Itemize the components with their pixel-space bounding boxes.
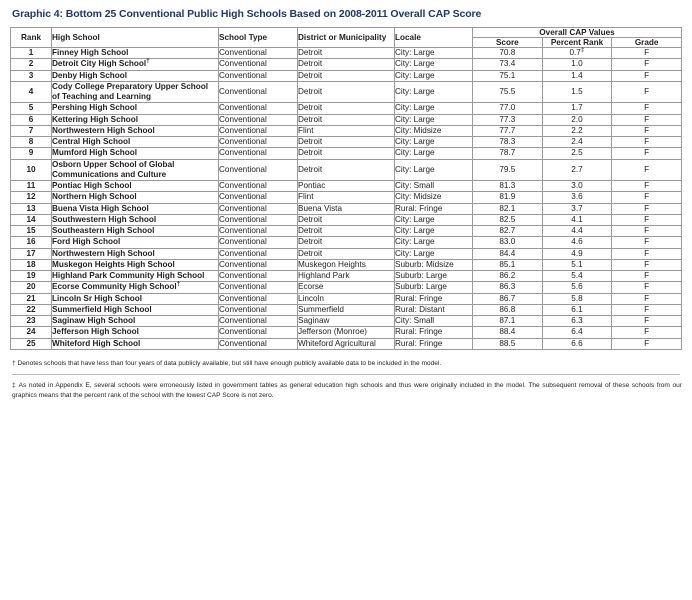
- cell-district: Detroit: [298, 81, 395, 103]
- table-header: [11, 28, 682, 48]
- table-row: [11, 81, 682, 103]
- table-row: [11, 59, 682, 70]
- table-row: [11, 137, 682, 148]
- cell-locale: City: Midsize: [395, 125, 473, 136]
- cell-percent-rank: 2.2: [542, 125, 612, 136]
- cell-percent-rank: 4.4: [542, 226, 612, 237]
- cell-locale: City: Large: [395, 114, 473, 125]
- cell-district: Detroit: [298, 114, 395, 125]
- cell-percent-rank: 5.6: [542, 282, 612, 293]
- cell-high-school: Kettering High School: [52, 114, 219, 125]
- cell-grade: F: [612, 304, 682, 315]
- cell-district: Detroit: [298, 148, 395, 159]
- cell-high-school: Highland Park Community High School: [52, 271, 219, 282]
- cell-rank: 16: [11, 237, 52, 248]
- cell-district: Detroit: [298, 103, 395, 114]
- cell-district: Detroit: [298, 214, 395, 225]
- cell-rank: 11: [11, 181, 52, 192]
- cell-score: 81.9: [473, 192, 543, 203]
- table-row: [11, 248, 682, 259]
- cell-score: 85.1: [473, 259, 543, 270]
- cell-district: Whiteford Agricultural: [298, 338, 395, 349]
- cell-school-type: Conventional: [219, 103, 298, 114]
- cell-high-school: Summerfield High School: [52, 304, 219, 315]
- cell-grade: F: [612, 226, 682, 237]
- cell-percent-rank: 0.7‡: [542, 48, 612, 59]
- cell-score: 70.8: [473, 48, 543, 59]
- cell-percent-rank: 3.7: [542, 203, 612, 214]
- cell-percent-rank: 2.0: [542, 114, 612, 125]
- cell-score: 78.3: [473, 137, 543, 148]
- cell-grade: F: [612, 338, 682, 349]
- table-header-row-group: [11, 28, 682, 38]
- cell-rank: 5: [11, 103, 52, 114]
- cell-high-school: Cody College Preparatory Upper School of Teaching and Learning: [52, 81, 219, 103]
- cell-high-school: Muskegon Heights High School: [52, 259, 219, 270]
- cell-school-type: Conventional: [219, 59, 298, 70]
- cell-locale: City: Large: [395, 214, 473, 225]
- cell-rank: 22: [11, 304, 52, 315]
- table-row: [11, 70, 682, 81]
- cell-district: Pontiac: [298, 181, 395, 192]
- cell-percent-rank: 5.1: [542, 259, 612, 270]
- table-row: [11, 338, 682, 349]
- cell-locale: Rural: Fringe: [395, 327, 473, 338]
- cell-percent-rank: 3.6: [542, 192, 612, 203]
- cell-school-type: Conventional: [219, 70, 298, 81]
- cell-school-type: Conventional: [219, 181, 298, 192]
- cell-grade: F: [612, 137, 682, 148]
- cell-score: 75.5: [473, 81, 543, 103]
- cell-district: Detroit: [298, 248, 395, 259]
- cell-score: 82.1: [473, 203, 543, 214]
- cell-grade: F: [612, 81, 682, 103]
- cell-school-type: Conventional: [219, 271, 298, 282]
- cell-score: 79.5: [473, 159, 543, 181]
- cell-percent-rank: 4.6: [542, 237, 612, 248]
- cell-locale: City: Large: [395, 226, 473, 237]
- column-header-score: Score: [473, 38, 543, 48]
- cell-locale: City: Small: [395, 316, 473, 327]
- cell-grade: F: [612, 148, 682, 159]
- cell-school-type: Conventional: [219, 304, 298, 315]
- footnote-marker: †: [176, 280, 181, 288]
- cell-grade: F: [612, 214, 682, 225]
- cell-high-school: Denby High School: [52, 70, 219, 81]
- cell-school-type: Conventional: [219, 114, 298, 125]
- table-row: [11, 259, 682, 270]
- cell-percent-rank: 6.1: [542, 304, 612, 315]
- cell-district: Summerfield: [298, 304, 395, 315]
- cell-rank: 14: [11, 214, 52, 225]
- cell-rank: 12: [11, 192, 52, 203]
- cell-score: 73.4: [473, 59, 543, 70]
- cell-score: 84.4: [473, 248, 543, 259]
- cell-district: Detroit: [298, 137, 395, 148]
- table-row: [11, 203, 682, 214]
- cell-rank: 8: [11, 137, 52, 148]
- cell-rank: 17: [11, 248, 52, 259]
- cell-grade: F: [612, 237, 682, 248]
- cell-school-type: Conventional: [219, 81, 298, 103]
- cell-district: Highland Park: [298, 271, 395, 282]
- cell-percent-rank: 6.4: [542, 327, 612, 338]
- cell-percent-rank: 4.9: [542, 248, 612, 259]
- cell-district: Ecorse: [298, 282, 395, 293]
- table-row: [11, 114, 682, 125]
- table-row: [11, 237, 682, 248]
- cell-grade: F: [612, 259, 682, 270]
- cell-rank: 18: [11, 259, 52, 270]
- table-row: [11, 316, 682, 327]
- cell-high-school: Pontiac High School: [52, 181, 219, 192]
- table-row: [11, 327, 682, 338]
- cell-locale: City: Large: [395, 103, 473, 114]
- cell-rank: 15: [11, 226, 52, 237]
- cell-rank: 19: [11, 271, 52, 282]
- column-header-district: District or Municipality: [298, 28, 395, 48]
- cell-score: 83.0: [473, 237, 543, 248]
- page-title: Graphic 4: Bottom 25 Conventional Public High Schools Based on 2008-2011 Overall CAP Score: [12, 8, 482, 20]
- cell-district: Lincoln: [298, 293, 395, 304]
- cell-grade: F: [612, 316, 682, 327]
- cell-percent-rank: 1.7: [542, 103, 612, 114]
- table-row: [11, 293, 682, 304]
- cell-score: 87.1: [473, 316, 543, 327]
- cell-school-type: Conventional: [219, 214, 298, 225]
- footnote-marker: ‡: [580, 46, 585, 54]
- cell-school-type: Conventional: [219, 248, 298, 259]
- cell-high-school: Lincoln Sr High School: [52, 293, 219, 304]
- cell-high-school: Pershing High School: [52, 103, 219, 114]
- cell-grade: F: [612, 293, 682, 304]
- cell-score: 88.5: [473, 338, 543, 349]
- cell-locale: City: Large: [395, 59, 473, 70]
- cell-rank: 2: [11, 59, 52, 70]
- cell-locale: Suburb: Large: [395, 282, 473, 293]
- cell-rank: 24: [11, 327, 52, 338]
- column-header-school-type: School Type: [219, 28, 298, 48]
- cell-score: 81.3: [473, 181, 543, 192]
- cell-locale: City: Midsize: [395, 192, 473, 203]
- cell-rank: 1: [11, 48, 52, 59]
- cell-locale: City: Large: [395, 237, 473, 248]
- cell-percent-rank: 2.7: [542, 159, 612, 181]
- cell-rank: 21: [11, 293, 52, 304]
- cell-grade: F: [612, 327, 682, 338]
- cell-percent-rank: 2.5: [542, 148, 612, 159]
- cell-percent-rank: 6.3: [542, 316, 612, 327]
- table-body: [11, 48, 682, 350]
- cell-percent-rank: 5.4: [542, 271, 612, 282]
- cell-percent-rank: 4.1: [542, 214, 612, 225]
- cell-high-school: Northwestern High School: [52, 125, 219, 136]
- cell-high-school: Northern High School: [52, 192, 219, 203]
- cell-school-type: Conventional: [219, 48, 298, 59]
- cell-grade: F: [612, 248, 682, 259]
- cell-percent-rank: 6.6: [542, 338, 612, 349]
- cell-district: Jefferson (Monroe): [298, 327, 395, 338]
- cell-grade: F: [612, 103, 682, 114]
- cell-percent-rank: 1.5: [542, 81, 612, 103]
- cell-locale: City: Large: [395, 81, 473, 103]
- cell-locale: City: Large: [395, 159, 473, 181]
- cell-percent-rank: 3.0: [542, 181, 612, 192]
- cell-locale: Rural: Fringe: [395, 338, 473, 349]
- cell-grade: F: [612, 159, 682, 181]
- table-row: [11, 125, 682, 136]
- cell-rank: 9: [11, 148, 52, 159]
- table-row: [11, 282, 682, 293]
- column-header-percent-rank: Percent Rank: [542, 38, 612, 48]
- cell-school-type: Conventional: [219, 192, 298, 203]
- cell-high-school: Northwestern High School: [52, 248, 219, 259]
- cell-locale: City: Large: [395, 70, 473, 81]
- cell-high-school: Whiteford High School: [52, 338, 219, 349]
- cell-high-school: Central High School: [52, 137, 219, 148]
- cell-rank: 7: [11, 125, 52, 136]
- cell-grade: F: [612, 271, 682, 282]
- cell-high-school: Mumford High School: [52, 148, 219, 159]
- cell-district: Detroit: [298, 226, 395, 237]
- cell-score: 82.7: [473, 226, 543, 237]
- cell-district: Flint: [298, 192, 395, 203]
- cell-score: 86.7: [473, 293, 543, 304]
- cell-school-type: Conventional: [219, 338, 298, 349]
- cell-locale: Suburb: Midsize: [395, 259, 473, 270]
- cell-school-type: Conventional: [219, 137, 298, 148]
- cell-score: 77.3: [473, 114, 543, 125]
- cell-high-school: Osborn Upper School of Global Communications and Culture: [52, 159, 219, 181]
- cell-rank: 4: [11, 81, 52, 103]
- cell-district: Detroit: [298, 159, 395, 181]
- cell-score: 88.4: [473, 327, 543, 338]
- footnotes: [10, 359, 682, 401]
- cell-score: 86.2: [473, 271, 543, 282]
- table-row: [11, 304, 682, 315]
- cell-school-type: Conventional: [219, 237, 298, 248]
- cell-percent-rank: 2.4: [542, 137, 612, 148]
- cell-high-school: Ecorse Community High School†: [52, 282, 219, 293]
- cell-school-type: Conventional: [219, 316, 298, 327]
- cell-score: 77.0: [473, 103, 543, 114]
- cell-grade: F: [612, 192, 682, 203]
- cap-scores-table: [10, 27, 682, 350]
- cell-locale: Rural: Fringe: [395, 293, 473, 304]
- table-row: [11, 48, 682, 59]
- table-row: [11, 159, 682, 181]
- cell-school-type: Conventional: [219, 282, 298, 293]
- cell-high-school: Southeastern High School: [52, 226, 219, 237]
- cell-school-type: Conventional: [219, 293, 298, 304]
- table-row: [11, 148, 682, 159]
- cell-district: Saginaw: [298, 316, 395, 327]
- cell-high-school: Detroit City High School†: [52, 59, 219, 70]
- column-header-grade: Grade: [612, 38, 682, 48]
- cell-rank: 13: [11, 203, 52, 214]
- footnote-double-dagger: ‡ As noted in Appendix E, several schools were erroneously listed in government tables as general education high schools and thus were originally included in the model. The subsequent removal of these schools from our graphics means that the percent rank of the school with the lowest CAP Score is not zero.: [12, 382, 682, 399]
- cell-rank: 25: [11, 338, 52, 349]
- cell-district: Detroit: [298, 237, 395, 248]
- cell-high-school: Saginaw High School: [52, 316, 219, 327]
- cell-locale: Rural: Fringe: [395, 203, 473, 214]
- cell-high-school: Ford High School: [52, 237, 219, 248]
- cell-district: Flint: [298, 125, 395, 136]
- table-row: [11, 214, 682, 225]
- cell-locale: City: Large: [395, 137, 473, 148]
- cell-high-school: Jefferson High School: [52, 327, 219, 338]
- cell-school-type: Conventional: [219, 203, 298, 214]
- cell-grade: F: [612, 181, 682, 192]
- footnote-divider: [12, 374, 680, 375]
- cell-grade: F: [612, 114, 682, 125]
- cell-locale: City: Large: [395, 148, 473, 159]
- table-row: [11, 226, 682, 237]
- cell-rank: 10: [11, 159, 52, 181]
- column-header-high-school: High School: [52, 28, 219, 48]
- table-row: [11, 192, 682, 203]
- cell-locale: City: Large: [395, 248, 473, 259]
- cell-high-school: Southwestern High School: [52, 214, 219, 225]
- column-header-locale: Locale: [395, 28, 473, 48]
- cell-grade: F: [612, 282, 682, 293]
- cell-school-type: Conventional: [219, 159, 298, 181]
- cell-score: 75.1: [473, 70, 543, 81]
- cell-score: 86.3: [473, 282, 543, 293]
- cell-district: Detroit: [298, 48, 395, 59]
- cell-grade: F: [612, 48, 682, 59]
- cell-rank: 3: [11, 70, 52, 81]
- footnote-marker: †: [146, 57, 150, 65]
- table-row: [11, 103, 682, 114]
- cell-school-type: Conventional: [219, 148, 298, 159]
- cell-score: 77.7: [473, 125, 543, 136]
- cell-score: 86.8: [473, 304, 543, 315]
- cell-district: Buena Vista: [298, 203, 395, 214]
- cell-percent-rank: 1.0: [542, 59, 612, 70]
- cell-grade: F: [612, 70, 682, 81]
- cell-locale: City: Small: [395, 181, 473, 192]
- cell-rank: 20: [11, 282, 52, 293]
- cell-high-school: Buena Vista High School: [52, 203, 219, 214]
- cell-school-type: Conventional: [219, 327, 298, 338]
- cell-school-type: Conventional: [219, 226, 298, 237]
- cell-locale: Rural: Distant: [395, 304, 473, 315]
- cell-score: 78.7: [473, 148, 543, 159]
- cell-school-type: Conventional: [219, 125, 298, 136]
- cell-locale: City: Large: [395, 48, 473, 59]
- cell-rank: 6: [11, 114, 52, 125]
- cell-percent-rank: 5.8: [542, 293, 612, 304]
- cell-score: 82.5: [473, 214, 543, 225]
- cell-district: Detroit: [298, 70, 395, 81]
- cell-rank: 23: [11, 316, 52, 327]
- cell-percent-rank: 1.4: [542, 70, 612, 81]
- column-header-rank: Rank: [11, 28, 52, 48]
- cell-district: Muskegon Heights: [298, 259, 395, 270]
- cell-grade: F: [612, 203, 682, 214]
- cell-grade: F: [612, 125, 682, 136]
- footnote-dagger: † Denotes schools that have less than four years of data publicly available, but still have enough publicly available data to be included in the model.: [12, 359, 442, 367]
- table-row: [11, 271, 682, 282]
- column-header-overall-cap-values: Overall CAP Values: [473, 28, 682, 38]
- table-row: [11, 181, 682, 192]
- cell-high-school: Finney High School: [52, 48, 219, 59]
- cell-school-type: Conventional: [219, 259, 298, 270]
- cell-locale: Suburb: Large: [395, 271, 473, 282]
- cell-district: Detroit: [298, 59, 395, 70]
- cell-grade: F: [612, 59, 682, 70]
